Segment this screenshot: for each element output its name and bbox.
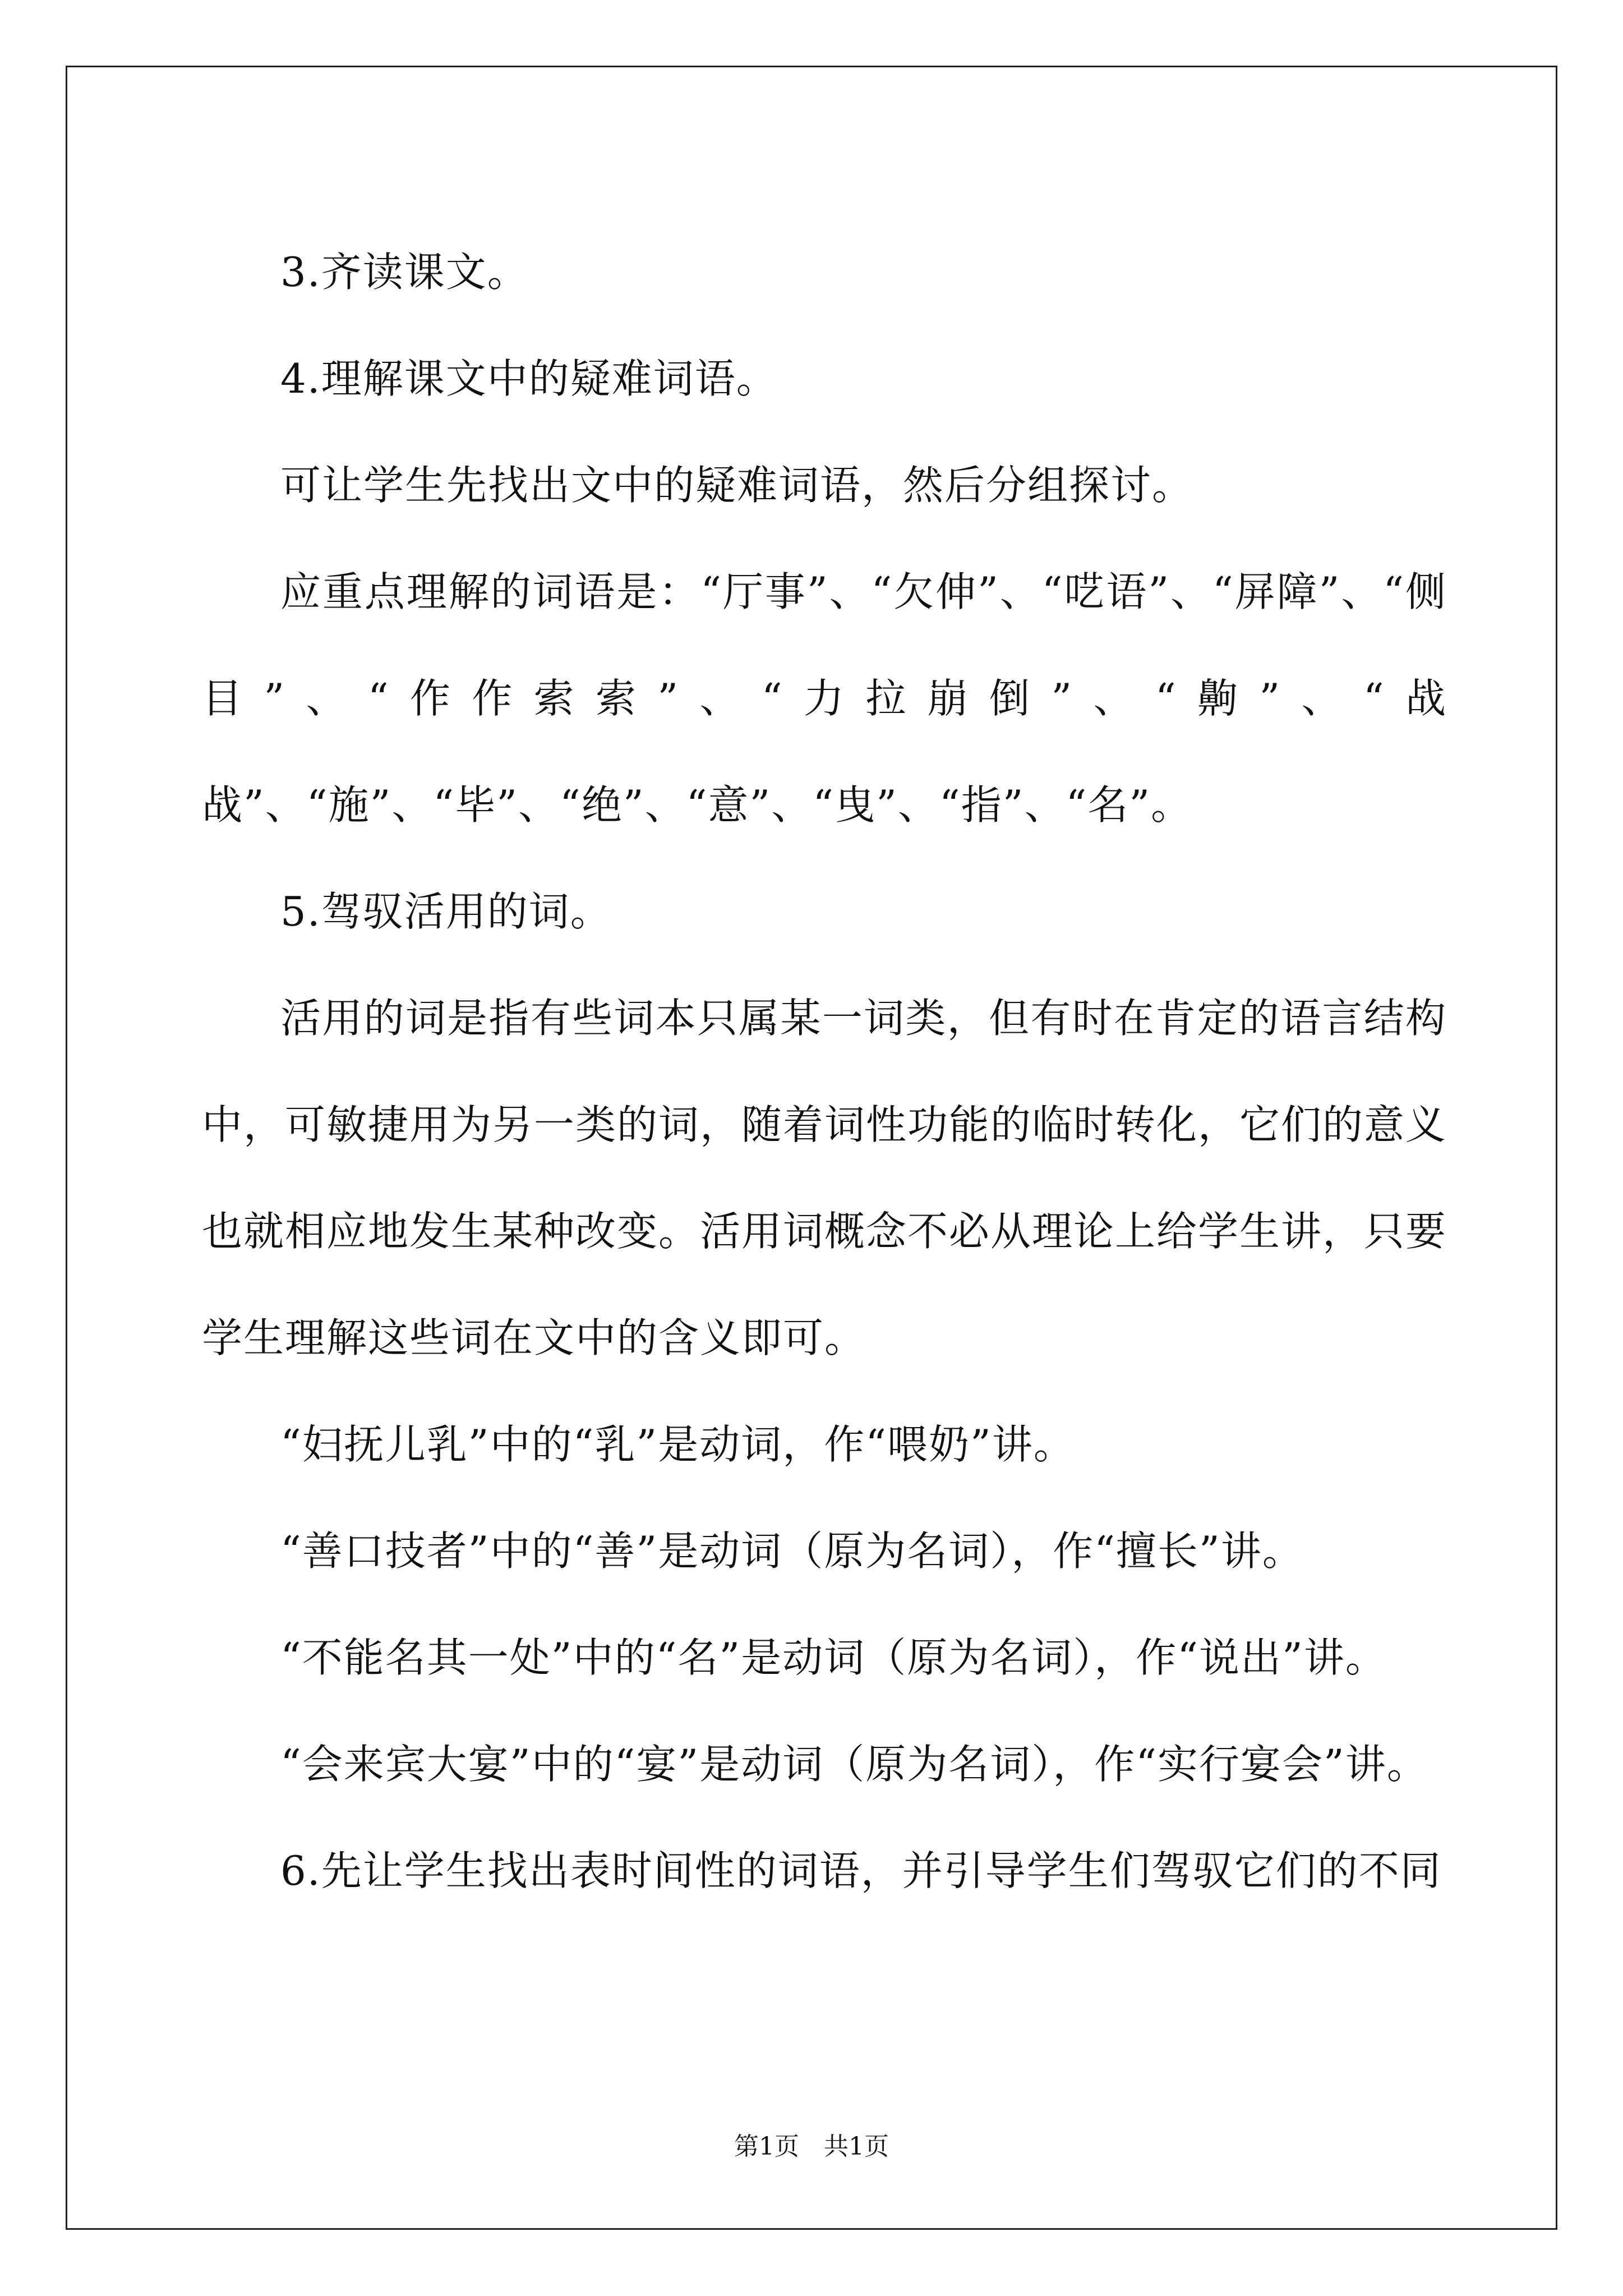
paragraph-flexible-definition: 活用的词是指有些词本只属某一词类，但有时在肯定的语言结构中，可敏捷用为另一类的词，随着词性功能的临时转化，它们的意义也就相应地发生某种改变。活用词概念不必从理论上给学生讲，只要学生理解这些词在文中的含义即可。: [202, 995, 1447, 1361]
paragraph-6-time-words: 6.先让学生找出表时间性的词语，并引导学生们驾驭它们的不同: [280, 1847, 1442, 1894]
example-yan: “会来宾大宴”中的“宴”是动词（原为名词），作“实行宴会”讲。: [280, 1741, 1428, 1788]
paragraph-key-words: 应重点理解的词语是：“厅事”、“欠伸”、“呓语”、“屏障”、“侧目”、“作作索索”、“力拉崩倒”、“齁”、“战战”、“施”、“毕”、“绝”、“意”、“曳”、“指”、“名”。: [202, 568, 1447, 829]
paragraph-4-difficult-words: 4.理解课文中的疑难词语。: [280, 355, 778, 402]
example-ming: “不能名其一处”中的“名”是动词（原为名词），作“说出”讲。: [280, 1634, 1387, 1681]
paragraph-3-read-aloud: 3.齐读课文。: [280, 249, 529, 296]
example-ru: “妇抚儿乳”中的“乳”是动词，作“喂奶”讲。: [280, 1421, 1075, 1468]
page-footer: 第1页 共1页: [734, 2132, 889, 2161]
document-body: [202, 219, 1447, 1924]
example-shan: “善口技者”中的“善”是动词（原为名词），作“擅长”讲。: [280, 1527, 1304, 1575]
paragraph-group-discussion: 可让学生先找出文中的疑难词语，然后分组探讨。: [280, 462, 1194, 509]
paragraph-5-flexible-words: 5.驾驭活用的词。: [280, 888, 612, 935]
